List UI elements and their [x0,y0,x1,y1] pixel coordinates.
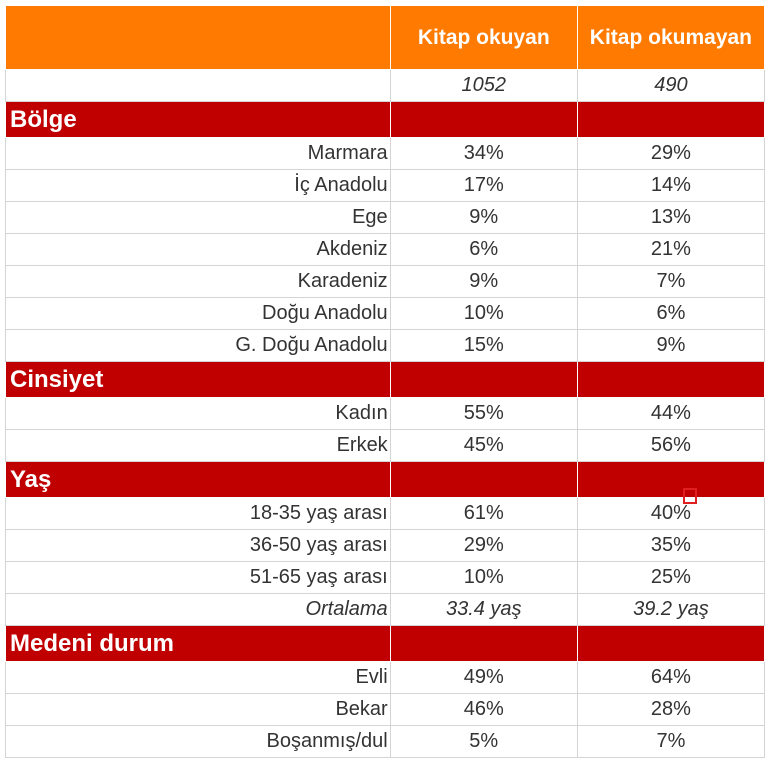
non-readers-value: 6% [577,298,764,330]
table-row [6,266,765,298]
non-readers-value: 14% [577,170,764,202]
table-row [6,726,765,758]
row-label: Bekar [6,694,391,726]
row-label: 18-35 yaş arası [6,498,391,530]
sample-size-label [6,70,391,102]
readers-value: 10% [390,298,577,330]
non-readers-value: 28% [577,694,764,726]
row-label: Erkek [6,430,391,462]
table-row [6,202,765,234]
row-label: Evli [6,662,391,694]
readers-value: 9% [390,266,577,298]
section-empty-cell [577,102,764,138]
non-readers-value: 21% [577,234,764,266]
readers-value: 61% [390,498,577,530]
row-label: G. Doğu Anadolu [6,330,391,362]
header-readers: Kitap okuyan [390,6,577,70]
non-readers-value: 44% [577,398,764,430]
section-empty-cell [577,462,764,498]
non-readers-value: 56% [577,430,764,462]
readers-value: 5% [390,726,577,758]
table-row [6,298,765,330]
readers-value: 49% [390,662,577,694]
table-row [6,498,765,530]
section-empty-cell [390,362,577,398]
non-readers-value: 29% [577,138,764,170]
header-non-readers: Kitap okumayan [577,6,764,70]
section-title: Yaş [6,462,391,498]
section-title: Cinsiyet [6,362,391,398]
row-label: İç Anadolu [6,170,391,202]
section-title: Medeni durum [6,626,391,662]
table-row [6,562,765,594]
readers-value: 17% [390,170,577,202]
sample-size-row [6,70,765,102]
table-row [6,330,765,362]
readers-value: 33.4 yaş [390,594,577,626]
non-readers-value: 35% [577,530,764,562]
table-body [6,6,765,758]
readers-value: 46% [390,694,577,726]
section-empty-cell [390,462,577,498]
readers-value: 15% [390,330,577,362]
table-row [6,530,765,562]
row-label: Marmara [6,138,391,170]
readers-value: 6% [390,234,577,266]
row-label: Ege [6,202,391,234]
sample-size-readers: 1052 [390,70,577,102]
non-readers-value: 39.2 yaş [577,594,764,626]
section-empty-cell [577,362,764,398]
non-readers-value: 64% [577,662,764,694]
non-readers-value: 25% [577,562,764,594]
non-readers-value: 7% [577,726,764,758]
row-label: Doğu Anadolu [6,298,391,330]
readers-value: 34% [390,138,577,170]
section-header-row [6,362,765,398]
non-readers-value: 9% [577,330,764,362]
table-row [6,430,765,462]
table-row [6,694,765,726]
table-row [6,594,765,626]
non-readers-value: 13% [577,202,764,234]
row-label: Boşanmış/dul [6,726,391,758]
section-empty-cell [390,102,577,138]
readers-value: 9% [390,202,577,234]
table-row [6,138,765,170]
row-label: Ortalama [6,594,391,626]
sample-size-non-readers: 490 [577,70,764,102]
row-label: Kadın [6,398,391,430]
header-row [6,6,765,70]
readers-value: 45% [390,430,577,462]
table-row [6,662,765,694]
section-header-row [6,102,765,138]
section-empty-cell [577,626,764,662]
table-row [6,234,765,266]
section-title: Bölge [6,102,391,138]
row-label: Akdeniz [6,234,391,266]
header-empty-cell [6,6,391,70]
readers-value: 10% [390,562,577,594]
section-empty-cell [390,626,577,662]
table-row [6,398,765,430]
section-header-row [6,462,765,498]
non-readers-value: 7% [577,266,764,298]
row-label: Karadeniz [6,266,391,298]
readers-value: 55% [390,398,577,430]
row-label: 36-50 yaş arası [6,530,391,562]
row-label: 51-65 yaş arası [6,562,391,594]
non-readers-value: 40% [577,498,764,530]
table-row [6,170,765,202]
section-header-row [6,626,765,662]
red-square-marker [683,488,697,504]
reading-demographics-table [5,5,765,758]
readers-value: 29% [390,530,577,562]
